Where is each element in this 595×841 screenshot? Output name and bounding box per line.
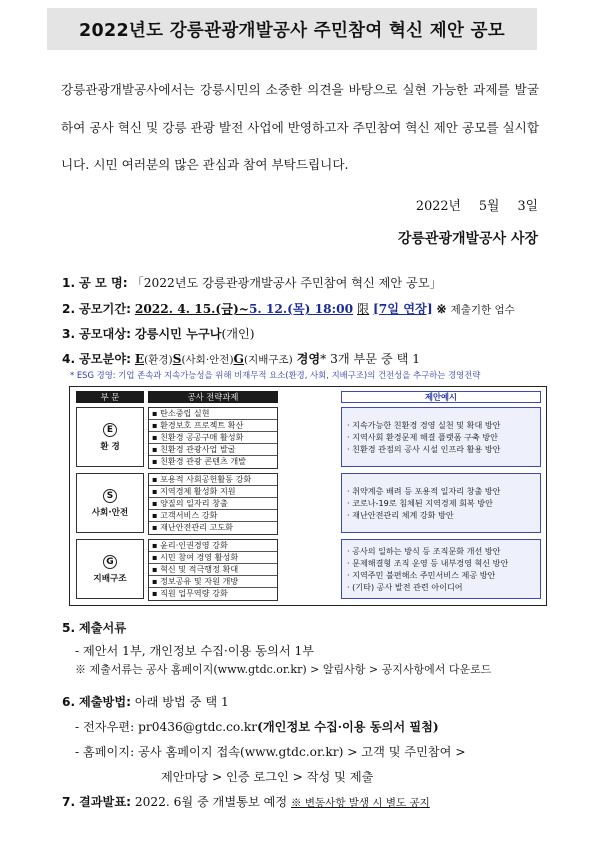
issuer-name: 강릉관광개발공사 사장	[397, 231, 538, 247]
task-item: ▪ 포용적 사회공헌활동 강화	[149, 474, 277, 486]
suggestions-environment: · 지속가능한 친환경 경영 실천 및 확대 방안 · 지역사회 환경문제 해결 플랫폼 구축 방안 · 친환경 관점의 공사 시설 인프라 활용 방안	[341, 407, 541, 467]
method-web-line2: 제안마당 > 인증 로그인 > 작성 및 제출	[161, 770, 374, 784]
submit-docs-line: - 제안서 1부, 개인정보 수집·이용 동의서 1부	[75, 644, 314, 658]
task-item: ▪ 고객서비스 강화	[149, 510, 277, 522]
task-item: ▪ 탄소중립 실현	[149, 408, 277, 420]
result-note: ※ 변동사항 발생 시 별도 공지	[291, 797, 430, 809]
task-item: ▪ 정보공유 및 자원 개방	[149, 576, 277, 588]
intro-paragraph: 강릉관광개발공사에서는 강릉시민의 소중한 의견을 바탕으로 실현 가능한 과제를 발굴하여 공사 혁신 및 강릉 관광 발전 사업에 반영하고자 주민참여 혁신 제안 공모를 실시합니다. 시민 여러분의 많은 관심과 참여 부탁드립니다.	[61, 82, 539, 172]
item-period: 2. 공모기간: 2022. 4. 15.(금)~5. 12.(목) 18:00 限 [7일 연장] ※ 제출기한 엄수	[62, 302, 515, 316]
task-item: ▪ 시민 참여 경영 활성화	[149, 552, 277, 564]
item-result: 7. 결과발표: 2022. 6월 중 개별통보 예정 ※ 변동사항 발생 시 별도 공지	[62, 795, 430, 809]
item-method: 6. 제출방법: 아래 방법 중 택 1	[62, 695, 229, 709]
item-submit-docs: 5. 제출서류	[62, 621, 127, 635]
tasks-social-safety	[148, 473, 278, 535]
task-item: ▪ 양질의 일자리 창출	[149, 498, 277, 510]
item-target: 3. 공모대상: 강릉시민 누구나(개인)	[62, 327, 255, 341]
task-item: ▪ 재난안전관리 고도화	[152, 522, 234, 532]
task-item: ▪ 직원 업무역량 강화	[152, 588, 228, 598]
task-item: ▪ 친환경 공공구매 활성화	[149, 432, 277, 444]
table-header-section: 부 문	[76, 391, 144, 403]
item-field: 4. 공모분야: E(환경)S(사회·안전)G(지배구조) 경영* 3개 부문 중 택 1	[62, 352, 420, 366]
task-item: ▪ 친환경 관광 콘텐츠 개발	[152, 456, 246, 466]
task-item: ▪ 지역경제 활성화 지원	[149, 486, 277, 498]
table-header-task: 공사 전략과제	[148, 391, 278, 403]
extension-badge: [7일 연장]	[373, 302, 433, 316]
task-item: ▪ 환경보호 프로젝트 확산	[149, 420, 277, 432]
period-start: 2022. 4. 15.(금)~	[134, 302, 249, 316]
suggestions-social-safety: · 취약계층 배려 등 포용적 일자리 창출 방안 · 코로나-19로 침체된 지역경제 회복 방안 · 재난안전관리 체계 강화 방안	[341, 473, 541, 533]
e-badge-icon: E	[103, 423, 117, 437]
task-item: ▪ 친환경 관광사업 발굴	[149, 444, 277, 456]
esg-table	[69, 386, 547, 606]
page-title: 2022년도 강릉관광개발공사 주민참여 혁신 제안 공모	[79, 20, 505, 41]
section-environment: E 환 경	[76, 407, 144, 467]
task-item: ▪ 혁신 및 적극행정 확대	[149, 564, 277, 576]
tasks-environment	[148, 407, 278, 469]
period-end: 5. 12.(목) 18:00	[248, 302, 354, 316]
s-badge-icon: S	[103, 489, 117, 503]
suggestions-governance: · 공사의 일하는 방식 등 조직문화 개선 방안 · 문제해결형 조직 운영 등 내부경영 혁신 방안 · 지역주민 불편해소 주민서비스 제공 방안 · (기타) 공사 발전 관련 아이디어	[341, 539, 541, 599]
table-header-suggestion: 제안예시	[341, 391, 541, 403]
item-contest-name: 1. 공 모 명: 「2022년도 강릉관광개발공사 주민참여 혁신 제안 공모」	[62, 276, 442, 290]
section-governance: G 지배구조	[76, 539, 144, 599]
title-banner	[47, 8, 537, 50]
method-web-line1: - 홈페이지: 공사 홈페이지 접속(www.gtdc.or.kr) > 고객 및 주민참여 >	[75, 745, 466, 759]
esg-definition-note: * ESG 경영: 기업 존속과 지속가능성을 위해 비재무적 요소(환경, 사회, 지배구조)의 건전성을 추구하는 경영전략	[70, 370, 481, 380]
announcement-date: 2022년 5월 3일	[415, 199, 538, 214]
tasks-governance	[148, 539, 278, 601]
submit-docs-note: ※ 제출서류는 공사 홈페이지(www.gtdc.or.kr) > 알림사항 > 공지사항에서 다운로드	[75, 663, 492, 676]
g-badge-icon: G	[103, 555, 117, 569]
method-email: - 전자우편: pr0436@gtdc.co.kr(개인정보 수집·이용 동의서 필첨)	[75, 720, 439, 734]
section-social-safety: S 사회·안전	[76, 473, 144, 533]
task-item: ▪ 윤리·인권경영 강화	[149, 540, 277, 552]
